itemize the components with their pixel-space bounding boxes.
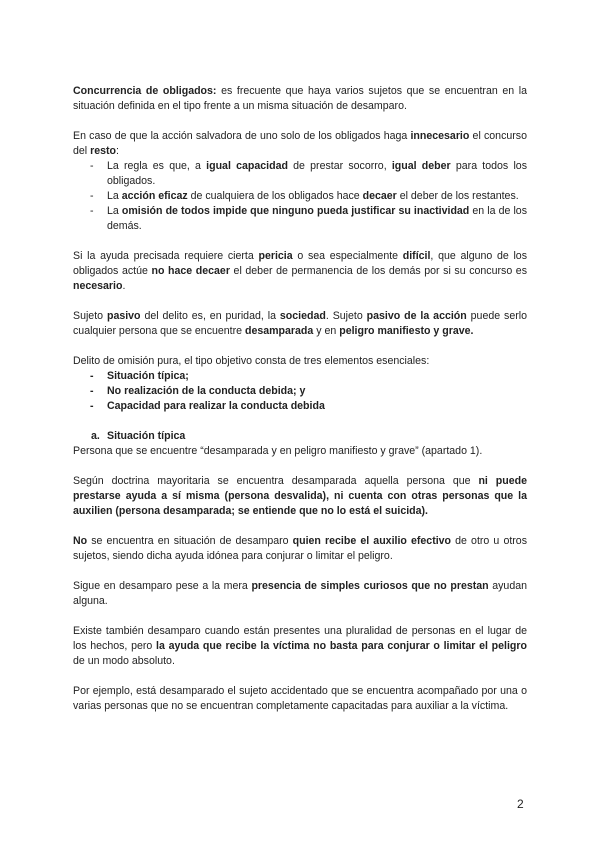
list-item: - La regla es que, a igual capacidad de prestar socorro, igual deber para todos los obligados.: [73, 159, 527, 189]
page-number: 2: [517, 797, 524, 811]
paragraph-doctrina: Según doctrina mayoritaria se encuentra desamparada aquella persona que ni puede prestarse ayuda a sí misma (persona desvalida), ni cuenta con otras personas que la auxilien (persona desamparada; se entiende que no lo está el suicida).: [73, 475, 527, 517]
paragraph-persona-desamparada: Persona que se encuentre “desamparada y en peligro manifiesto y grave” (apartado 1).: [73, 445, 483, 457]
paragraph-curiosos: Sigue en desamparo pese a la mera presencia de simples curiosos que no prestan ayudan alguna.: [73, 580, 527, 607]
document-body: [73, 84, 527, 729]
paragraph-pericia: Si la ayuda precisada requiere cierta pericia o sea especialmente difícil, que alguno de los obligados actúe no hace decaer el deber de permanencia de los demás por si su concurso es necesario.: [73, 250, 528, 292]
list-item: - Capacidad para realizar la conducta debida: [73, 399, 527, 414]
list-item: - La acción eficaz de cualquiera de los obligados hace decaer el deber de los restantes.: [73, 189, 527, 204]
paragraph-pluralidad: Existe también desamparo cuando están presentes una pluralidad de personas en el lugar de los hechos, pero la ayuda que recibe la víctima no basta para conjurar o limitar el peligro de un modo absoluto.: [73, 625, 527, 667]
list-item: - No realización de la conducta debida; y: [73, 384, 527, 399]
paragraph-sujeto-pasivo: Sujeto pasivo del delito es, en puridad, la sociedad. Sujeto pasivo de la acción puede serlo cualquier persona que se encuentre desamparada y en peligro manifiesto y grave.: [73, 310, 528, 337]
paragraph-auxilio-efectivo: No se encuentra en situación de desamparo quien recibe el auxilio efectivo de otro u otros sujetos, siendo dicha ayuda idónea para conjurar o limitar el peligro.: [73, 535, 527, 562]
list-item: - Situación típica;: [73, 369, 527, 384]
paragraph-omision-pura: Delito de omisión pura, el tipo objetivo consta de tres elementos esenciales:: [73, 355, 430, 367]
paragraph-concurrencia: Concurrencia de obligados: es frecuente que haya varios sujetos que se encuentran en la situación definida en el tipo frente a un misma situación de desamparo.: [73, 85, 528, 112]
paragraph-ejemplo: Por ejemplo, está desamparado el sujeto accidentado que se encuentra acompañado por una o varias personas que no se encuentran completamente capacitadas para auxiliar a la víctima.: [73, 685, 527, 712]
list-elementos: [73, 369, 527, 414]
section-heading-situacion-tipica: a. Situación típica: [91, 430, 186, 442]
term-concurrencia: Concurrencia de obligados:: [73, 85, 217, 97]
list-reglas: [73, 159, 527, 234]
list-item: - La omisión de todos impide que ninguno pueda justificar su inactividad en la de los demás.: [73, 204, 527, 234]
paragraph-accion-salvadora: En caso de que la acción salvadora de uno solo de los obligados haga innecesario el concurso del resto:: [73, 130, 527, 157]
